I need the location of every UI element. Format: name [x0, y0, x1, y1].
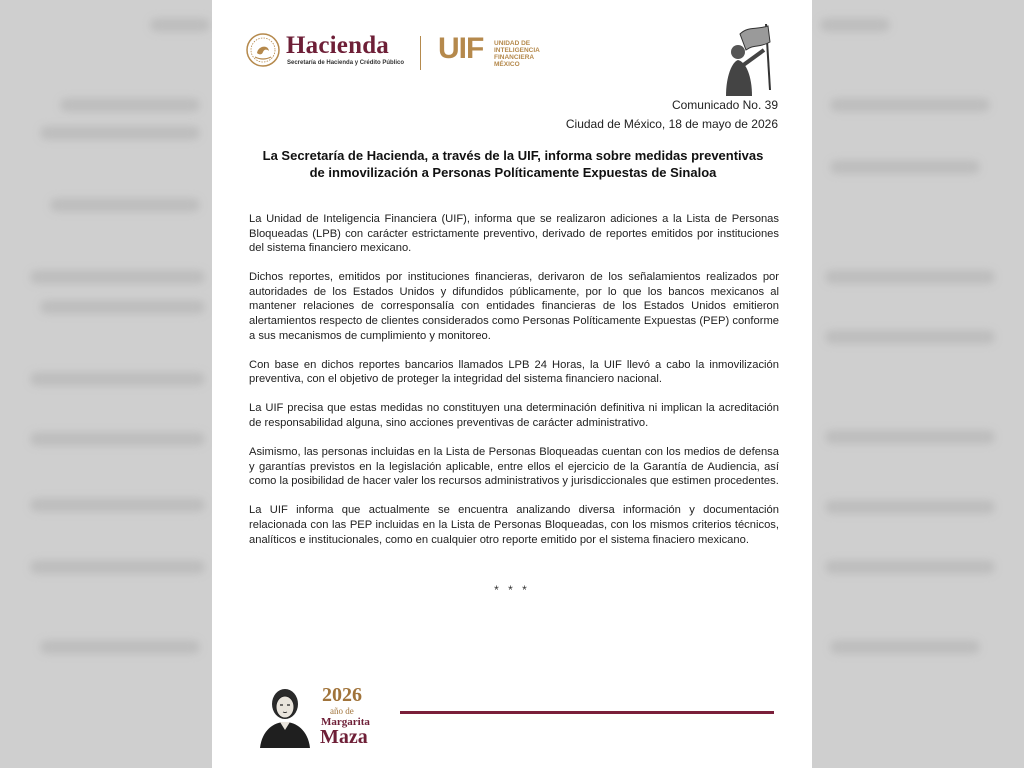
blur-bar: [825, 500, 995, 514]
blur-bar: [30, 372, 205, 386]
document-title: [248, 147, 778, 181]
blur-bar: [50, 198, 200, 212]
uif-caption-line: UNIDAD DE: [494, 40, 531, 47]
coat-of-arms-seal-icon: [246, 33, 280, 67]
closing-mark: * * *: [494, 583, 530, 597]
paragraph: Asimismo, las personas incluidas en la Lista de Personas Bloqueadas cuentan con los medios de defensa y garantías previstos en la legislación aplicable, entre ellos el ejercicio de la Garantía de Audiencia, así como la posibilidad de hacer valer los recursos administrativos y jurisdiccionales que estimen procedentes.: [249, 446, 779, 488]
blur-bar: [825, 560, 995, 574]
footer: [212, 680, 812, 768]
uif-caption-line: INTELIGENCIA: [494, 47, 540, 54]
margarita-maza-portrait-icon: [256, 684, 314, 748]
letterhead: [212, 0, 812, 100]
uif-caption-line: MÉXICO: [494, 61, 520, 68]
blur-bar: [820, 18, 890, 32]
blur-bar: [40, 300, 205, 314]
hacienda-subtitle: Secretaría de Hacienda y Crédito Público: [287, 60, 405, 66]
place-date: Ciudad de México, 18 de mayo de 2026: [565, 117, 778, 131]
paragraph: Con base en dichos reportes bancarios llamados LPB 24 Horas, la UIF llevó a cabo la inmovilización preventiva, con el objetivo de proteger la integridad del sistema financiero nacional.: [249, 358, 779, 386]
uif-caption-line: FINANCIERA: [494, 54, 535, 61]
paragraph: La UIF precisa que estas medidas no constituyen una determinación definitiva ni implican la acreditación de responsabilidad alguna, sino acciones preventivas de carácter administrativo.: [249, 402, 779, 430]
footer-ano-de: año de: [330, 706, 354, 716]
title-line: La Secretaría de Hacienda, a través de la UIF, informa sobre medidas preventivas: [262, 148, 764, 163]
blur-bar: [830, 160, 980, 174]
blur-bar: [40, 640, 200, 654]
heroine-with-flag-icon: [712, 20, 782, 96]
footer-rule: [400, 711, 774, 714]
blur-bar: [30, 498, 205, 512]
footer-first-name: Margarita: [321, 716, 370, 728]
blur-bar: [825, 430, 995, 444]
blur-bar: [40, 126, 200, 140]
hacienda-logo-text: Hacienda: [286, 32, 389, 59]
document-body: [249, 212, 779, 562]
blur-bar: [825, 330, 995, 344]
title-line: de inmovilización a Personas Políticamente Expuestas de Sinaloa: [309, 165, 717, 180]
blur-bar: [150, 18, 210, 32]
blur-bar: [30, 432, 205, 446]
communique-number: Comunicado No. 39: [671, 98, 778, 112]
footer-last-name: Maza: [320, 726, 368, 748]
document-meta: [566, 96, 778, 134]
header-divider: [420, 36, 421, 70]
blur-bar: [30, 270, 205, 284]
paragraph: La Unidad de Inteligencia Financiera (UIF), informa que se realizaron adiciones a la Lista de Personas Bloqueadas (LPB) con carácter estrictamente preventivo, derivado de reportes emitidos por instituciones del sistema financiero mexicano.: [249, 213, 779, 255]
paragraph: La UIF informa que actualmente se encuentra analizando diversa información y documentación relacionada con las PEP incluidas en la Lista de Personas Bloqueadas, con los mismos criterios técnicos, analíticos e institucionales, como en cualquier otro reporte emitido por el sistema finaciero mexicano.: [249, 504, 779, 546]
blur-bar: [30, 560, 205, 574]
blur-bar: [830, 98, 990, 112]
uif-caption: [494, 40, 574, 68]
blur-bar: [825, 270, 995, 284]
uif-logo: UIF: [438, 32, 484, 65]
document-page: [212, 0, 812, 768]
blur-bar: [830, 640, 980, 654]
footer-year: 2026: [322, 684, 362, 706]
paragraph: Dichos reportes, emitidos por instituciones financieras, derivaron de los señalamientos realizados por autoridades de los Estados Unidos y difundidos públicamente, por lo que los bancos mexicanos al mantener relaciones de corresponsalía con entidades financieras de los Estados Unidos emitieron alertamientos respecto de clientes considerados como Personas Políticamente Expuestas (PEP) conforme a sus mecanismos de cumplimiento y monitoreo.: [249, 271, 779, 342]
blur-bar: [60, 98, 200, 112]
